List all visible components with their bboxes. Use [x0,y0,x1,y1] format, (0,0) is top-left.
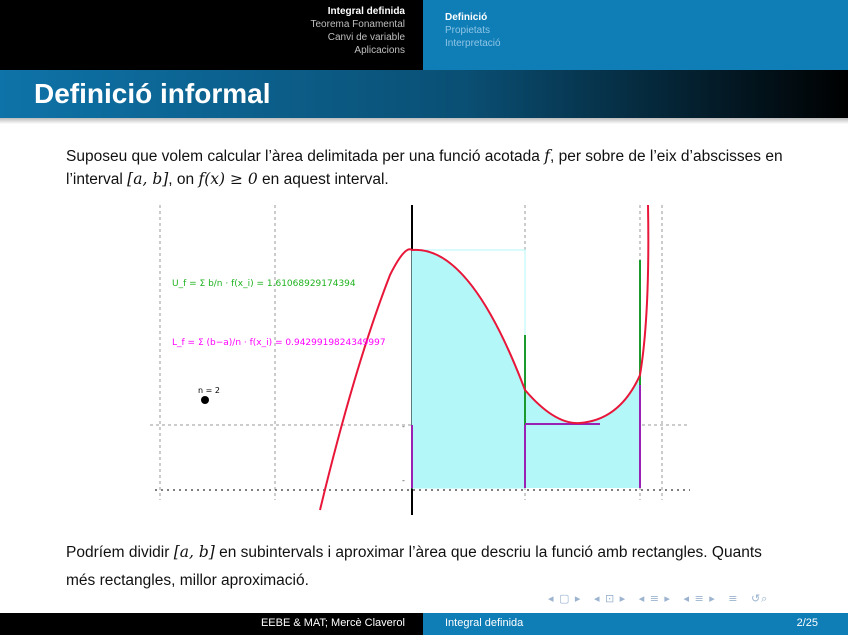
nav-frame-icon[interactable]: ◂ ▢ ▸ [548,592,582,605]
conclusion-text-2: en subintervals i aproximar l’àrea que descriu la funció amb rectangles. Quants més rectangles, millor aproximació. [66,544,762,589]
intro-text-3: , on [168,171,199,188]
nav-section-canvi-variable[interactable]: Canvi de variable [327,32,405,43]
lower-sum-label: L_f = Σ (b−a)/n · f(x_i) = 0.9429919824349997 [172,338,386,348]
header-navigation [0,0,848,70]
math-f: f [544,147,550,165]
n-slider[interactable] [198,386,220,404]
nav-subsection-propietats[interactable]: Propietats [445,25,491,36]
section-navigation [0,0,423,70]
nav-section-integral-definida[interactable]: Integral definida [327,6,405,17]
footer-short-title: Integral definida [445,617,524,629]
y-tick-mark: - [402,476,405,485]
intro-text-1: Suposeu que volem calcular l’àrea delimitada per una funció acotada [66,148,545,165]
intro-paragraph [66,145,786,191]
nav-appendix-icon[interactable]: ≡ [728,592,739,605]
subsection-navigation [423,0,848,70]
footer-authors: EEBE & MAT; Mercè Claverol [260,617,405,629]
math-interval: [a, b] [127,170,169,188]
intro-text-4: en aquest interval. [257,171,389,188]
y-axis-ticks [402,422,405,485]
math-condition: f(x) ≥ 0 [198,170,258,188]
nav-section-teorema-fonamental[interactable]: Teorema Fonamental [310,19,405,30]
nav-subsection-interpretacio[interactable]: Interpretació [445,38,501,49]
slide-title: Definició informal [34,78,271,109]
conclusion-text-1: Podríem dividir [66,544,174,561]
beamer-navigation-symbols [548,592,776,606]
footer-author-bar [0,613,423,635]
slider-handle[interactable] [201,396,209,404]
conclusion-paragraph [66,538,786,595]
nav-subsection-icon[interactable]: ◂ ⊡ ▸ [593,592,627,605]
slider-label: n = 2 [198,386,220,395]
nav-section-aplicacions[interactable]: Aplicacions [354,45,405,56]
nav-document-icon[interactable]: ◂ ≡ ▸ [683,592,716,605]
intro-text-2: , per sobre de l’eix d’abscisses en l’interval [66,148,783,188]
frame-title-bar [0,70,848,118]
math-interval-2: [a, b] [173,543,215,561]
footer-title-bar [423,613,848,635]
upper-sum-label: U_f = Σ b/n · f(x_i) = 1.61068929174394 [172,279,356,289]
y-tick-mark: - [402,422,405,431]
nav-subsection-definicio[interactable]: Definició [445,12,488,23]
footer-page-number: 2/25 [796,617,818,629]
nav-search-icon[interactable]: ↺⌕ [750,592,769,605]
title-shadow [0,118,848,124]
riemann-sum-plot [150,205,695,515]
nav-section-icon[interactable]: ◂ ≡ ▸ [638,592,671,605]
